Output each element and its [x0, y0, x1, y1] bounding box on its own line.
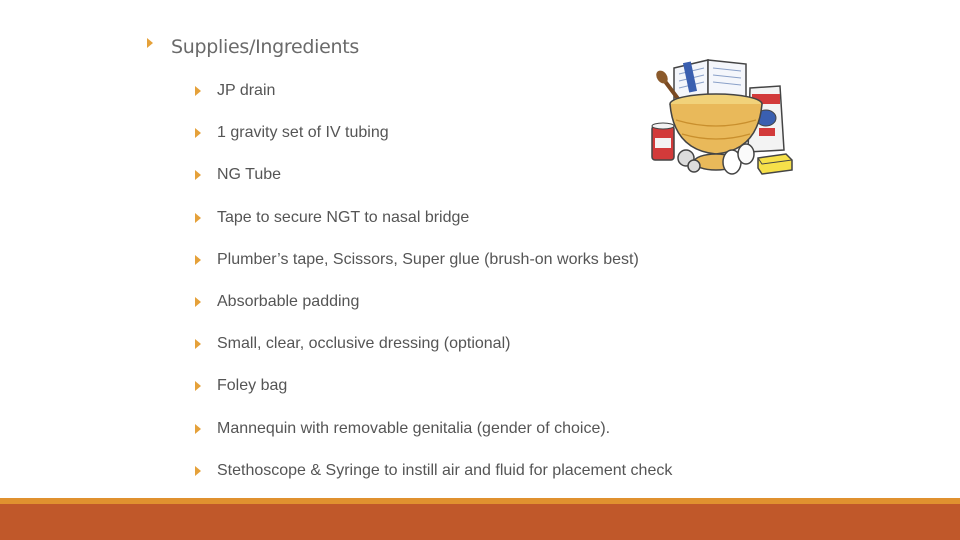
list-item-text: NG Tube: [217, 166, 282, 184]
bullet-icon: [195, 255, 201, 265]
slide-title: Supplies/Ingredients: [171, 36, 359, 58]
title-row: [147, 36, 359, 58]
list-item: [195, 365, 672, 407]
list-item: [195, 408, 672, 450]
footer-bar: [0, 504, 960, 540]
bullet-icon: [195, 381, 201, 391]
list-item: [195, 450, 672, 492]
baking-ingredients-clipart-icon: [646, 50, 796, 185]
title-bullet-icon: [147, 38, 153, 48]
bullet-icon: [195, 466, 201, 476]
list-item-text: Mannequin with removable genitalia (gender of choice).: [217, 419, 611, 437]
list-item: [195, 70, 672, 112]
list-item-text: Small, clear, occlusive dressing (optional): [217, 335, 511, 353]
bullet-icon: [195, 128, 201, 138]
supply-list: [195, 70, 672, 492]
list-item: [195, 281, 672, 323]
list-item-text: 1 gravity set of IV tubing: [217, 124, 389, 142]
bullet-icon: [195, 170, 201, 180]
list-item-text: Foley bag: [217, 377, 288, 395]
bullet-icon: [195, 339, 201, 349]
list-item-text: Tape to secure NGT to nasal bridge: [217, 208, 470, 226]
bullet-icon: [195, 424, 201, 434]
list-item-text: Stethoscope & Syringe to instill air and fluid for placement check: [217, 461, 673, 479]
list-item-text: Plumber’s tape, Scissors, Super glue (brush-on works best): [217, 250, 639, 268]
bullet-icon: [195, 297, 201, 307]
bullet-icon: [195, 213, 201, 223]
list-item: [195, 112, 672, 154]
list-item-text: JP drain: [217, 82, 276, 100]
bullet-icon: [195, 86, 201, 96]
list-item: [195, 323, 672, 365]
list-item: [195, 239, 672, 281]
list-item: [195, 197, 672, 239]
list-item-text: Absorbable padding: [217, 293, 360, 311]
list-item: [195, 154, 672, 196]
